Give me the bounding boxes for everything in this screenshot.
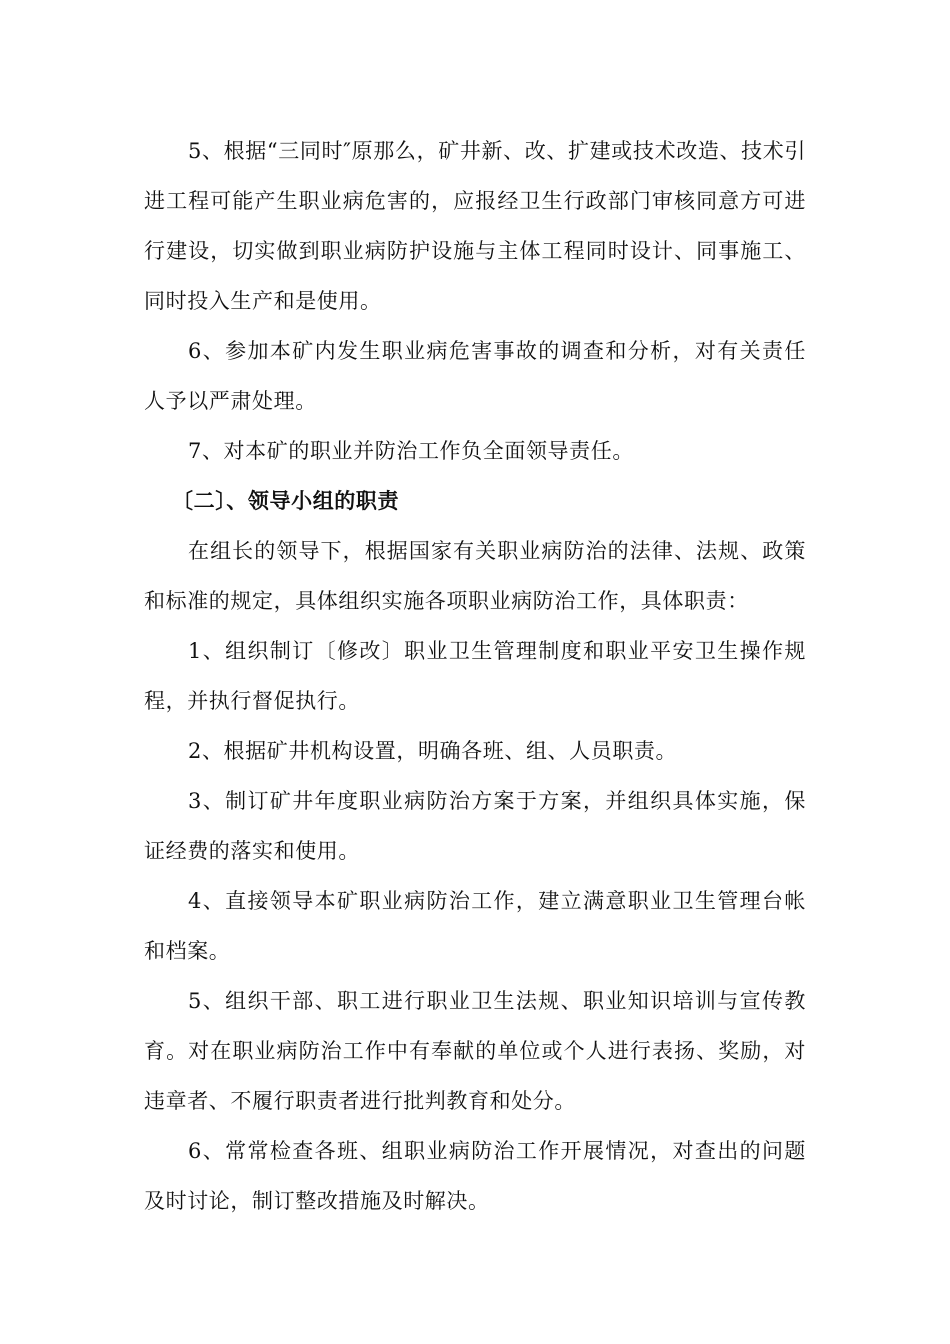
paragraph-item-7-overall-responsibility: 7、对本矿的职业并防治工作负全面领导责任。: [188, 439, 634, 463]
paragraph-duty-5: 5、组织干部、职工进行职业卫生法规、职业知识培训与宣传教育。对在职业病防治工作中有奉献的单位或个人进行表扬、奖励，对违章者、不履行职责者进行批判教育和处分。: [144, 989, 806, 1113]
paragraph-item-5-three-simultaneous: 5、根据“三同时″原那么，矿井新、改、扩建或技术改造、技术引进工程可能产生职业病危害的，应报经卫生行政部门审核同意方可进行建设，切实做到职业病防护设施与主体工程同时设计、同事施工、同时投入生产和是使用。: [144, 139, 806, 313]
paragraph-duty-6: 6、常常检查各班、组职业病防治工作开展情况，对查出的问题及时讨论，制订整改措施及时解决。: [144, 1139, 806, 1213]
paragraph-duty-4: 4、直接领导本矿职业病防治工作，建立满意职业卫生管理台帐和档案。: [144, 889, 806, 963]
paragraph-duty-1: 1、组织制订〔修改〕职业卫生管理制度和职业平安卫生操作规程，并执行督促执行。: [144, 639, 806, 713]
section-heading-leadership-group: 〔二〕、领导小组的职责: [172, 489, 400, 513]
paragraph-item-6-accident-investigation: 6、参加本矿内发生职业病危害事故的调查和分析，对有关责任人予以严肃处理。: [144, 339, 806, 413]
paragraph-duty-2: 2、根据矿井机构设置，明确各班、组、人员职责。: [188, 739, 678, 763]
paragraph-duty-3: 3、制订矿井年度职业病防治方案于方案，并组织具体实施，保证经费的落实和使用。: [144, 789, 806, 863]
document-body: [144, 126, 806, 1226]
paragraph-intro-duties: 在组长的领导下，根据国家有关职业病防治的法律、法规、政策和标准的规定，具体组织实施各项职业病防治工作，具体职责：: [144, 539, 806, 613]
